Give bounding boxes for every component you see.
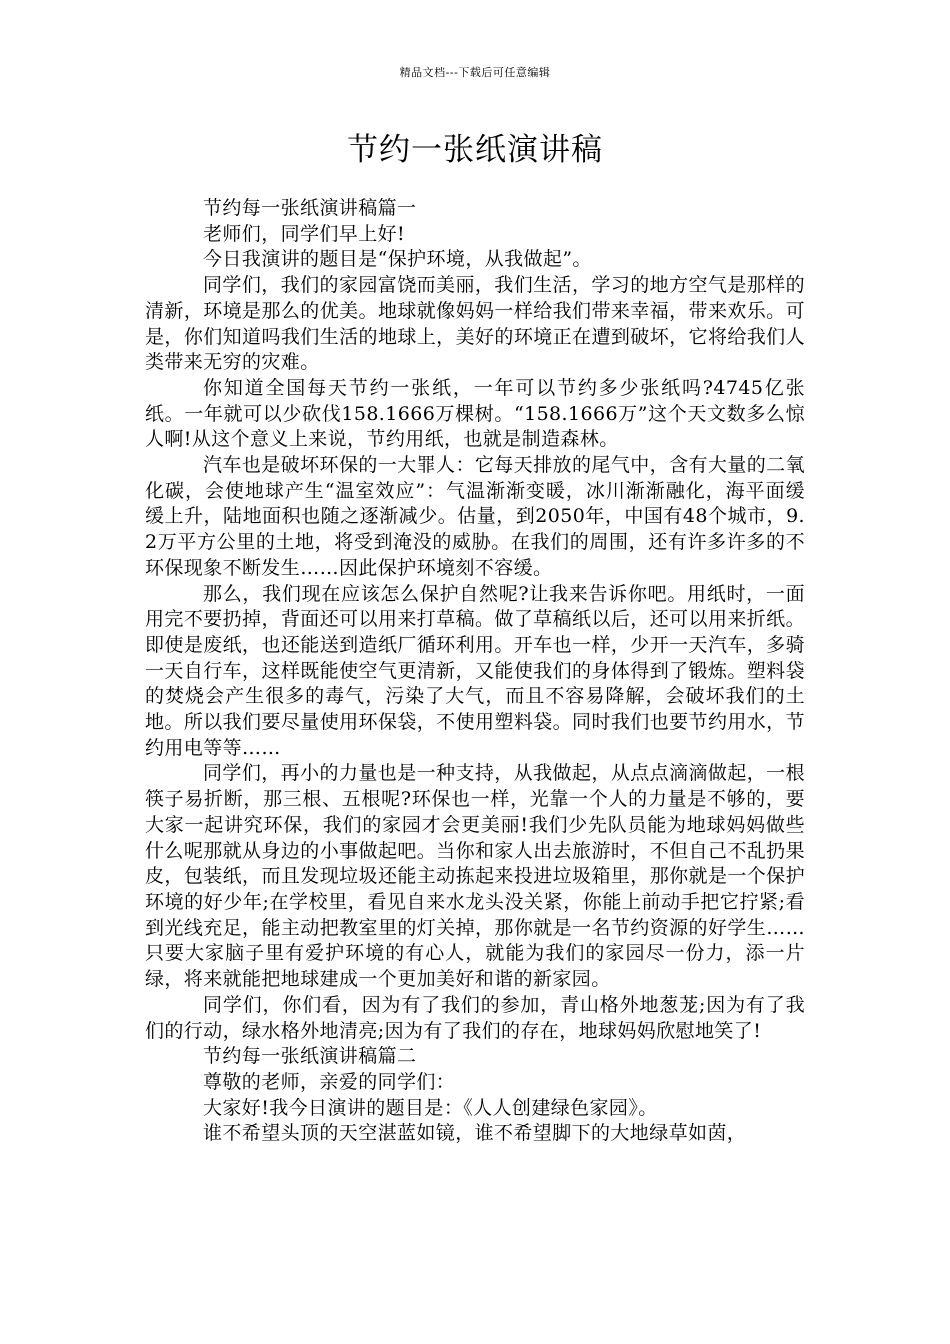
- document-title: 节约一张纸演讲稿: [347, 132, 603, 168]
- paragraph: 同学们，你们看，因为有了我们的参加，青山格外地葱茏;因为有了我们的行动，绿水格外地清亮;因为有了我们的存在，地球妈妈欣慰地笑了!: [145, 993, 805, 1042]
- paragraph: 大家好!我今日演讲的题目是：《人人创建绿色家园》。: [203, 1096, 658, 1119]
- document-body: [145, 196, 805, 1147]
- paragraph: 同学们，我们的家园富饶而美丽，我们生活，学习的地方空气是那样的清新，环境是那么的优美。地球就像妈妈一样给我们带来幸福，带来欢乐。可是，你们知道吗我们生活的地球上，美好的环境正在遭到破坏，它将给我们人类带来无穷的灾难。: [145, 274, 805, 374]
- paragraph: 老师们，同学们早上好!: [203, 222, 406, 245]
- paragraph: 尊敬的老师，亲爱的同学们：: [203, 1070, 456, 1093]
- paragraph: 同学们，再小的力量也是一种支持，从我做起，从点点滴滴做起，一根筷子易折断，那三根、五根呢?环保也一样，光靠一个人的力量是不够的，要大家一起讲究环保，我们的家园才会更美丽!我们少先队员能为地球妈妈做些什么呢那就从身边的小事做起吧。当你和家人出去旅游时，不但自己不乱扔果皮，包装纸，而且发现垃圾还能主动拣起来投进垃圾箱里，那你就是一个保护环境的好少年;在学校里，看见自来水龙头没关紧，你能上前动手把它拧紧;看到光线充足，能主动把教室里的灯关掉，那你就是一名节约资源的好学生……只要大家脑子里有爱护环境的有心人，就能为我们的家园尽一份力，添一片绿，将来就能把地球建成一个更加美好和谐的新家园。: [145, 762, 805, 991]
- paragraph: 谁不希望头顶的天空湛蓝如镜，谁不希望脚下的大地绿草如茵，: [203, 1122, 747, 1145]
- paragraph: 汽车也是破坏环保的一大罪人：它每天排放的尾气中，含有大量的二氧化碳，会使地球产生“温室效应”：气温渐渐变暖，冰川渐渐融化，海平面缓缓上升，陆地面积也随之逐渐减少。估量，到2050年，中国有48个城市，9.2万平方公里的土地，将受到淹没的威胁。在我们的周围，还有许多许多的不环保现象不断发生……因此保护环境刻不容缓。: [145, 454, 805, 579]
- paragraph: 节约每一张纸演讲稿篇二: [203, 1045, 417, 1068]
- paragraph: 节约每一张纸演讲稿篇一: [203, 197, 417, 219]
- paragraph: 今日我演讲的题目是“保护环境，从我做起”。: [203, 248, 592, 271]
- header-note: 精品文档---下载后可任意编辑: [399, 66, 551, 79]
- paragraph: 你知道全国每天节约一张纸，一年可以节约多少张纸吗?4745亿张纸。一年就可以少砍伐158.1666万棵树。“158.1666万”这个天文数多么惊人啊!从这个意义上来说，节约用纸，也就是制造森林。: [145, 376, 805, 451]
- paragraph: 那么，我们现在应该怎么保护自然呢?让我来告诉你吧。用纸时，一面用完不要扔掉，背面还可以用来打草稿。做了草稿纸以后，还可以用来折纸。即使是废纸，也还能送到造纸厂循环利用。开车也一样，少开一天汽车，多骑一天自行车，这样既能使空气更清新，又能使我们的身体得到了锻炼。塑料袋的焚烧会产生很多的毒气，污染了大气，而且不容易降解，会破坏我们的土地。所以我们要尽量使用环保袋，不使用塑料袋。同时我们也要节约用水，节约用电等等……: [145, 582, 805, 759]
